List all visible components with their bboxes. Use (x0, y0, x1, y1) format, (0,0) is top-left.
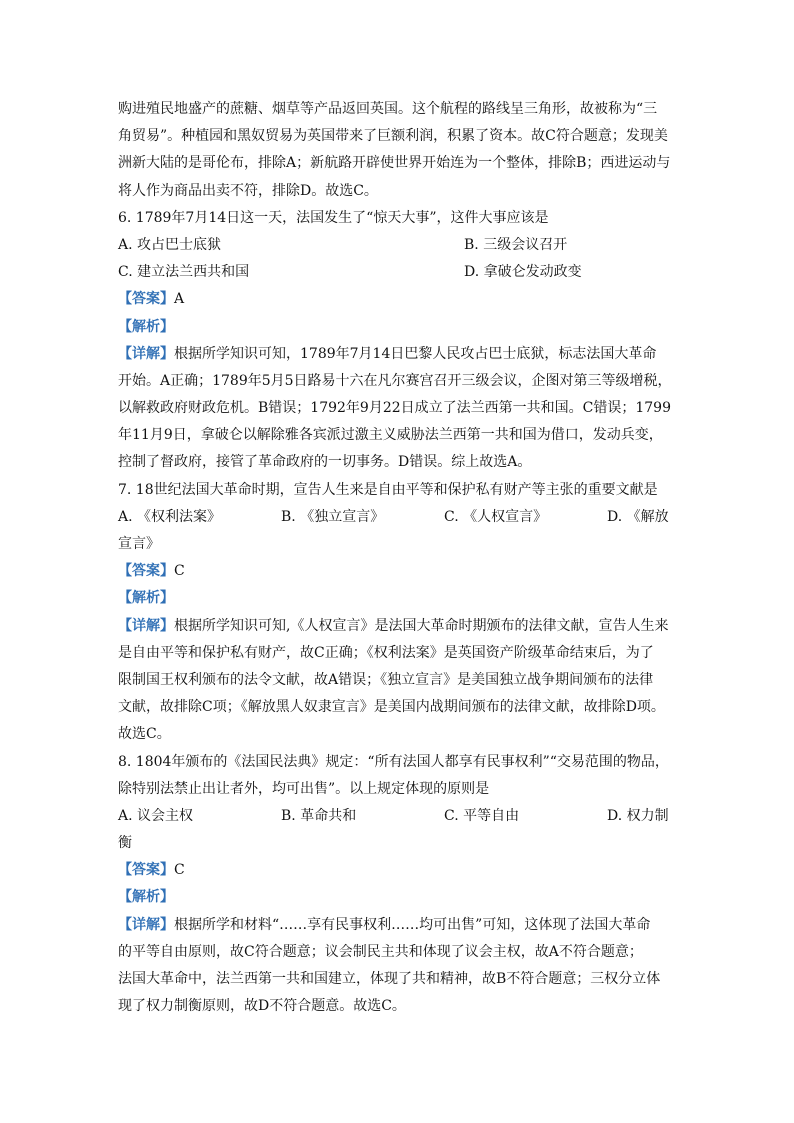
options-row (118, 232, 684, 259)
answer-line (118, 286, 684, 313)
question-stem: 除特别法禁止出让者外，均可出售”。以上规定体现的原则是 (118, 780, 490, 797)
detail-text: 法国大革命中，法兰西第一共和国建立，体现了共和精神，故B不符合题意；三权分立体 (118, 971, 661, 987)
analysis-tag: 【解析】 (118, 889, 174, 906)
option-c: C. 《人权宣言》 (444, 508, 548, 525)
question-stem: 6. 1789年7月14日这一天，法国发生了“惊天大事”，这件大事应该是 (118, 209, 549, 226)
document-content (118, 96, 684, 1020)
analysis-line (118, 314, 684, 341)
detail-text: 开始。A正确；1789年5月5日路易十六在凡尔赛宫召开三级会议，企图对第三等级增税， (118, 372, 672, 389)
question-6 (118, 205, 684, 477)
detail-text: 根据所学知识可知，1789年7月14日巴黎人民攻占巴士底狱，标志法国大革命 (174, 345, 657, 362)
previous-explanation (118, 96, 684, 205)
detail-text: 的平等自由原则，故C符合题意；议会制民主共和体现了议会主权，故A不符合题意； (118, 943, 643, 960)
answer-tag: 【答案】 (118, 862, 174, 879)
detail-tag: 【详解】 (118, 617, 174, 634)
text-line: 角贸易”。种植园和黑奴贸易为英国带来了巨额利润，积累了资本。故C符合题意；发现美 (118, 128, 668, 145)
answer-value: A (174, 291, 185, 308)
answer-line (118, 857, 684, 884)
detail-text: 现了权力制衡原则，故D不符合题意。故选C。 (118, 998, 406, 1015)
option-d: D. 《解放 (607, 508, 669, 525)
option-a: A. 议会主权 (118, 807, 194, 824)
detail-tag: 【详解】 (118, 345, 174, 362)
answer-value: C (174, 862, 185, 879)
option-d-wrap: 衡 (118, 835, 132, 852)
detail-text: 故选C。 (118, 726, 171, 743)
detail-text: 根据所学和材料“……享有民事权利……均可出售”可知，这体现了法国大革命 (174, 916, 651, 933)
option-c: C. 建立法兰西共和国 (118, 264, 250, 281)
detail-text: 是自由平等和保护私有财产，故C正确；《权利法案》是英国资产阶级革命结束后，为了 (118, 644, 654, 661)
options-row (118, 259, 684, 286)
question-stem: 8. 1804年颁布的《法国民法典》规定：“所有法国人都享有民事权利”“交易范围的物品， (118, 753, 669, 770)
analysis-line (118, 585, 684, 612)
text-line: 购进殖民地盛产的蔗糖、烟草等产品返回英国。这个航程的路线呈三角形，故被称为“三 (118, 101, 658, 117)
detail-text: 年11月9日，拿破仑以解除雅各宾派过激主义威胁法兰西第一共和国为借口，发动兵变， (118, 427, 663, 444)
option-c: C. 平等自由 (444, 807, 520, 824)
answer-line (118, 558, 684, 585)
detail-line (118, 912, 684, 939)
analysis-tag: 【解析】 (118, 590, 174, 607)
detail-text: 文献，故排除C项；《解放黑人奴隶宣言》是美国内战期间颁布的法律文献，故排除D项。 (118, 699, 665, 716)
text-line: 洲新大陆的是哥伦布，排除A；新航路开辟使世界开始连为一个整体，排除B；西进运动与 (118, 155, 671, 172)
detail-text: 限制国王权利颁布的法令文献，故A错误；《独立宣言》是美国独立战争期间颁布的法律 (118, 671, 654, 688)
detail-line (118, 613, 684, 640)
option-d: D. 权力制 (607, 807, 669, 824)
option-b: B. 《独立宣言》 (281, 508, 385, 525)
detail-text: 控制了督政府，接管了革命政府的一切事务。D错误。综上故选A。 (118, 454, 532, 471)
detail-tag: 【详解】 (118, 916, 174, 933)
analysis-tag: 【解析】 (118, 318, 174, 335)
option-a: A. 《权利法案》 (118, 508, 222, 525)
detail-line (118, 341, 684, 368)
answer-tag: 【答案】 (118, 563, 174, 580)
answer-value: C (174, 563, 185, 580)
answer-tag: 【答案】 (118, 291, 174, 308)
question-7 (118, 477, 684, 749)
option-a: A. 攻占巴士底狱 (118, 236, 222, 253)
options-row (118, 504, 684, 531)
detail-text: 以解救政府财政危机。B错误；1792年9月22日成立了法兰西第一共和国。C错误；1799 (118, 400, 671, 417)
options-row (118, 803, 684, 830)
option-d: D. 拿破仑发动政变 (464, 264, 582, 281)
question-stem: 7. 18世纪法国大革命时期，宣告人生来是自由平等和保护私有财产等主张的重要文献是 (118, 481, 658, 498)
text-line: 将人作为商品出卖不符，排除D。故选C。 (118, 182, 378, 199)
analysis-line (118, 884, 684, 911)
option-b: B. 三级会议召开 (464, 236, 568, 253)
option-d-wrap: 宣言》 (118, 536, 160, 552)
option-b: B. 革命共和 (281, 807, 357, 824)
question-8 (118, 749, 684, 1021)
detail-text: 根据所学知识可知,《人权宣言》是法国大革命时期颁布的法律文献，宣告人生来 (174, 617, 669, 634)
